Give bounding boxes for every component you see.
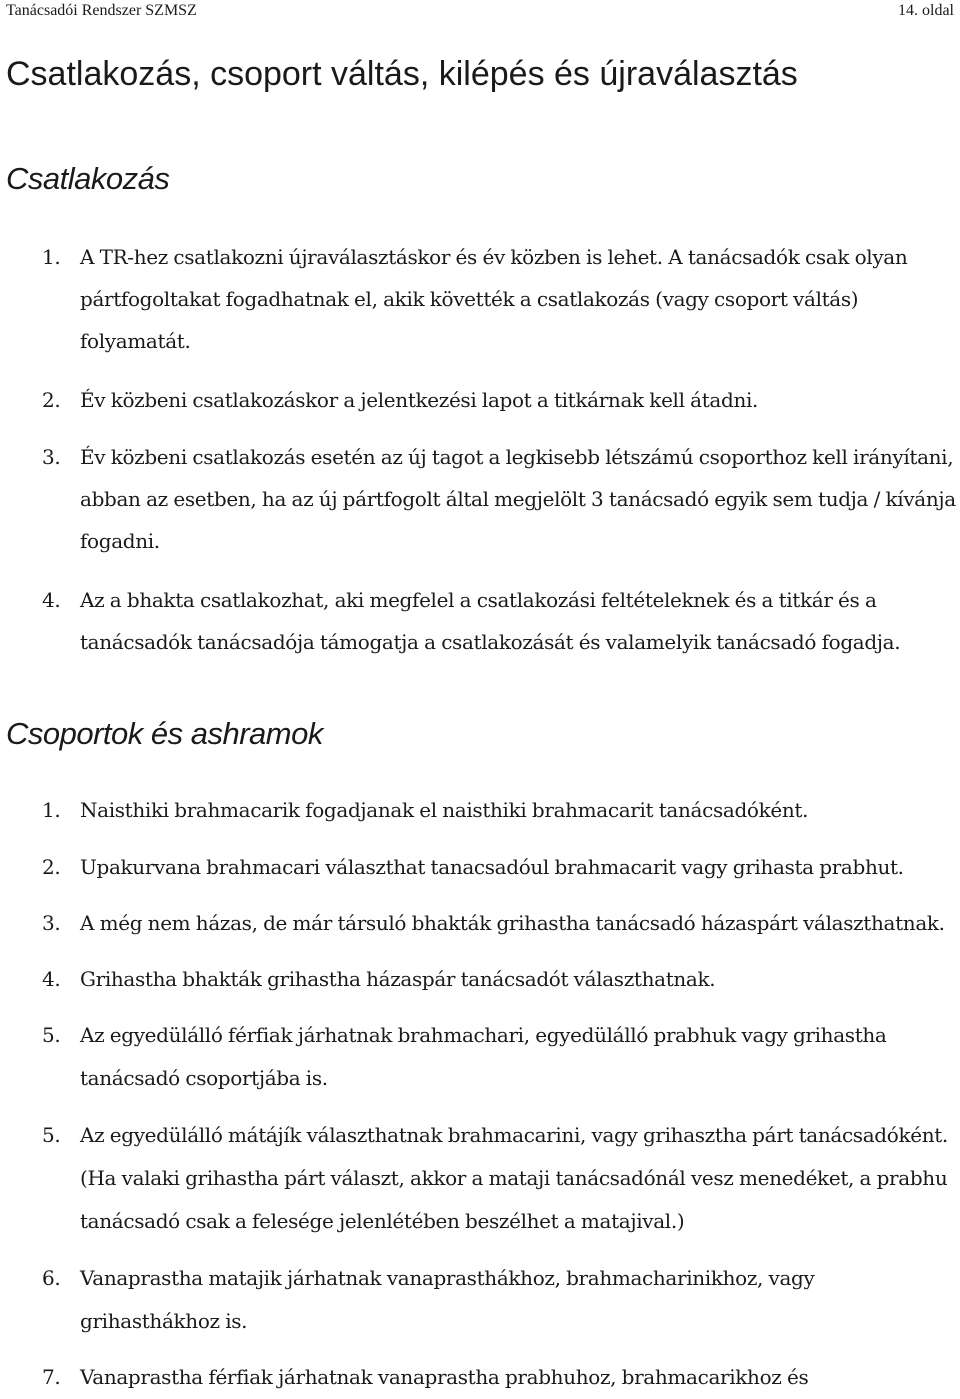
page-number: 14. oldal <box>898 2 954 19</box>
list-item <box>0 902 960 945</box>
list-item-number: 3. <box>42 911 61 935</box>
list-item <box>0 789 960 832</box>
list-item-text: Grihastha bhakták grihastha házaspár tanácsadót választhatnak. <box>80 967 716 991</box>
document-title-header: Tanácsadói Rendszer SZMSZ <box>6 2 197 19</box>
list-item <box>0 236 960 362</box>
list-item-text: Az a bhakta csatlakozhat, aki megfelel a csatlakozási feltételeknek és a titkár és a tanácsadók tanácsadója támogatja a csatlakozását és valamelyik tanácsadó fogadja. <box>80 588 901 654</box>
list-item-number: 5. <box>42 1123 61 1147</box>
list-item-number: 4. <box>42 967 61 991</box>
list-item-text: Vanaprastha matajik járhatnak vanaprasthákhoz, brahmacharinikhoz, vagy grihasthákhoz is. <box>80 1266 815 1333</box>
list-item <box>0 1356 960 1399</box>
list-item-text: A TR-hez csatlakozni újraválasztáskor és év közben is lehet. A tanácsadók csak olyan pártfogoltakat fogadhatnak el, akik követték a csatlakozás (vagy csoport váltás) folyamatát. <box>80 245 908 353</box>
list-item-number: 4. <box>42 588 61 612</box>
list-item-number: 1. <box>42 245 61 269</box>
page-header <box>6 0 954 22</box>
list-item <box>0 436 960 562</box>
list-item-text: Az egyedülálló férfiak járhatnak brahmachari, egyedülálló prabhuk vagy grihastha tanácsadó csoportjába is. <box>80 1023 887 1090</box>
list-item-number: 3. <box>42 445 61 469</box>
section-heading-csoportok-es-ashramok: Csoportok és ashramok <box>6 716 323 751</box>
list-item-number: 2. <box>42 388 61 412</box>
list-item-text: Év közbeni csatlakozáskor a jelentkezési lapot a titkárnak kell átadni. <box>80 388 759 412</box>
list-item <box>0 1257 960 1343</box>
page-title: Csatlakozás, csoport váltás, kilépés és újraválasztás <box>6 55 798 93</box>
list-item-number: 5. <box>42 1023 61 1047</box>
list-item <box>0 579 960 663</box>
list-item-text: Év közbeni csatlakozás esetén az új tagot a legkisebb létszámú csoporthoz kell irányítani, abban az esetben, ha az új pártfogolt által megjelölt 3 tanácsadó egyik sem tudja / kívánja fogadni. <box>80 445 956 553</box>
section-heading-csatlakozas: Csatlakozás <box>6 161 170 196</box>
list-item-number: 7. <box>42 1365 61 1389</box>
list-item-number: 1. <box>42 798 61 822</box>
list-item-text: Upakurvana brahmacari választhat tanacsadóul brahmacarit vagy grihasta prabhut. <box>80 855 904 879</box>
list-item-number: 2. <box>42 855 61 879</box>
list-item <box>0 846 960 889</box>
list-item-text: A még nem házas, de már társuló bhakták grihastha tanácsadó házaspárt választhatnak. <box>80 911 945 935</box>
list-item-text: Naisthiki brahmacarik fogadjanak el naisthiki brahmacarit tanácsadóként. <box>80 798 809 822</box>
list-item-number: 6. <box>42 1266 61 1290</box>
list-item <box>0 379 960 421</box>
list-item-text: Az egyedülálló mátájík választhatnak brahmacarini, vagy grihasztha párt tanácsadóként. (Ha valaki grihastha párt választ, akkor a mataji tanácsadónál vesz menedéket, a prabhu tanácsadó csak a felesége jelenlétében beszélhet a matajival.) <box>80 1123 948 1233</box>
list-item-text: Vanaprastha férfiak járhatnak vanaprastha prabhuhoz, brahmacarikhoz és <box>80 1365 809 1389</box>
list-item <box>0 1114 960 1243</box>
list-item <box>0 1014 960 1100</box>
list-item <box>0 958 960 1001</box>
